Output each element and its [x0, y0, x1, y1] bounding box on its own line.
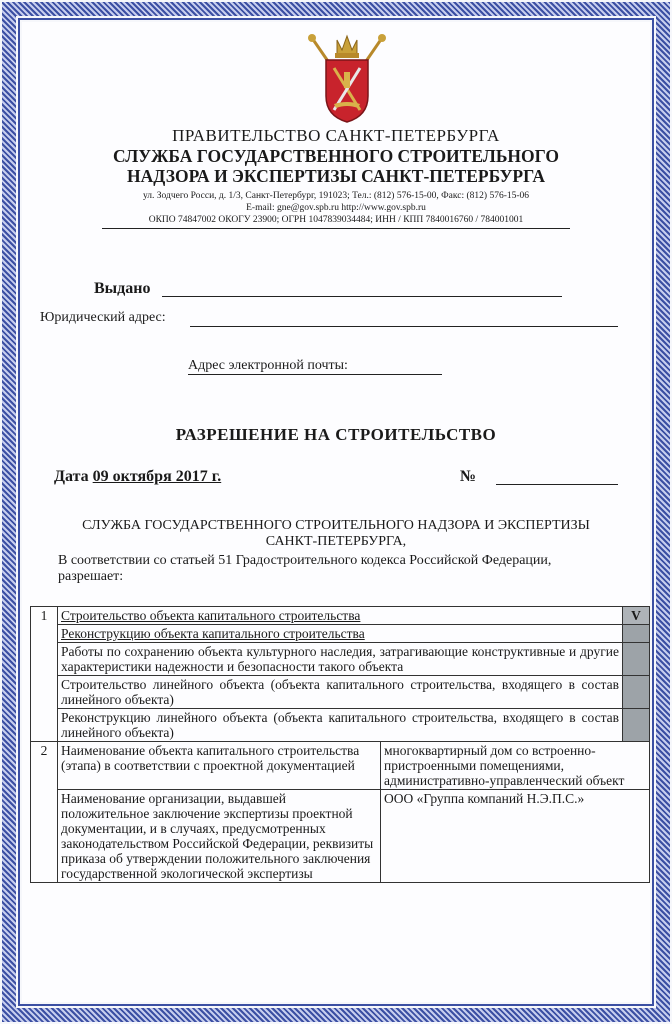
option-construction: Строительство объекта капитального строительства — [58, 607, 623, 625]
expertise-org-label: Наименование организации, выдавшей положительное заключение экспертизы проектной документации, и в случаях, предусмотренных законодательством Российской Федерации, реквизиты приказа об утверждении положительного заключения государственной экологической экспертизы — [58, 790, 381, 883]
date-field — [54, 468, 221, 486]
checkbox-heritage-works — [623, 643, 650, 676]
service-name-line2: НАДЗОРА И ЭКСПЕРТИЗЫ САНКТ-ПЕТЕРБУРГА — [127, 166, 545, 186]
option-reconstruction: Реконструкцию объекта капитального строительства — [58, 625, 623, 643]
table-row — [31, 742, 650, 790]
intro-line1: СЛУЖБА ГОСУДАРСТВЕННОГО СТРОИТЕЛЬНОГО НАДЗОРА И ЭКСПЕРТИЗЫ — [82, 518, 590, 533]
government-name: ПРАВИТЕЛЬСТВО САНКТ-ПЕТЕРБУРГА — [172, 126, 500, 145]
option-linear-reconstruction: Реконструкцию линейного объекта (объекта капитального строительства, входящего в состав линейного объекта) — [58, 709, 623, 742]
legal-address-label: Юридический адрес: — [40, 310, 166, 325]
table-row — [31, 709, 650, 742]
object-name-value: многоквартирный дом со встроенно-пристроенными помещениями, административно-управленческий объект — [381, 742, 650, 790]
checkbox-linear-construction — [623, 676, 650, 709]
issued-label: Выдано — [94, 280, 151, 297]
email-label: Адрес электронной почты: — [188, 358, 348, 373]
permit-table — [30, 606, 650, 883]
intro-line3: В соответствии со статьей 51 Градостроительного кодекса Российской Федерации, разрешает: — [58, 553, 552, 584]
expertise-org-value: ООО «Группа компаний Н.Э.П.С.» — [381, 790, 650, 883]
header-divider — [102, 228, 570, 229]
document-title: РАЗРЕШЕНИЕ НА СТРОИТЕЛЬСТВО — [175, 425, 497, 444]
table-row — [31, 625, 650, 643]
address-line1: ул. Зодчего Росси, д. 1/3, Санкт-Петербург, 191023; Тел.: (812) 576-15-00, Факс: (812) 576-15-06 — [142, 191, 530, 201]
address-line2: E-mail: gne@gov.spb.ru http://www.gov.spb.ru — [246, 203, 426, 213]
checkbox-reconstruction — [623, 625, 650, 643]
table-row — [31, 676, 650, 709]
number-label: № — [460, 468, 477, 485]
document-content — [22, 22, 650, 1002]
issued-blank-line — [162, 296, 562, 297]
service-name-line1: СЛУЖБА ГОСУДАРСТВЕННОГО СТРОИТЕЛЬНОГО — [113, 146, 559, 166]
legal-address-blank-line — [190, 326, 618, 327]
email-blank-line — [188, 374, 442, 375]
table-row — [31, 607, 650, 625]
date-value: 09 октября 2017 г. — [92, 468, 222, 485]
date-label: Дата — [54, 468, 89, 485]
number-blank-line — [496, 484, 618, 485]
table-row — [31, 790, 650, 883]
row-number: 1 — [31, 607, 58, 742]
row-number: 2 — [31, 742, 58, 883]
object-name-label: Наименование объекта капитального строительства (этапа) в соответствии с проектной документацией — [58, 742, 381, 790]
option-linear-construction: Строительство линейного объекта (объекта капитального строительства, входящего в состав линейного объекта) — [58, 676, 623, 709]
option-heritage-works: Работы по сохранению объекта культурного наследия, затрагивающие конструктивные и другие характеристики надежности и безопасности такого объекта — [58, 643, 623, 676]
table-row — [31, 643, 650, 676]
intro-line2: САНКТ-ПЕТЕРБУРГА, — [265, 534, 407, 549]
checkbox-construction: V — [623, 607, 650, 625]
coat-of-arms-icon — [304, 30, 390, 126]
checkbox-linear-reconstruction — [623, 709, 650, 742]
address-line3: ОКПО 74847002 ОКОГУ 23900; ОГРН 1047839034484; ИНН / КПП 7840016760 / 784001001 — [148, 215, 524, 225]
